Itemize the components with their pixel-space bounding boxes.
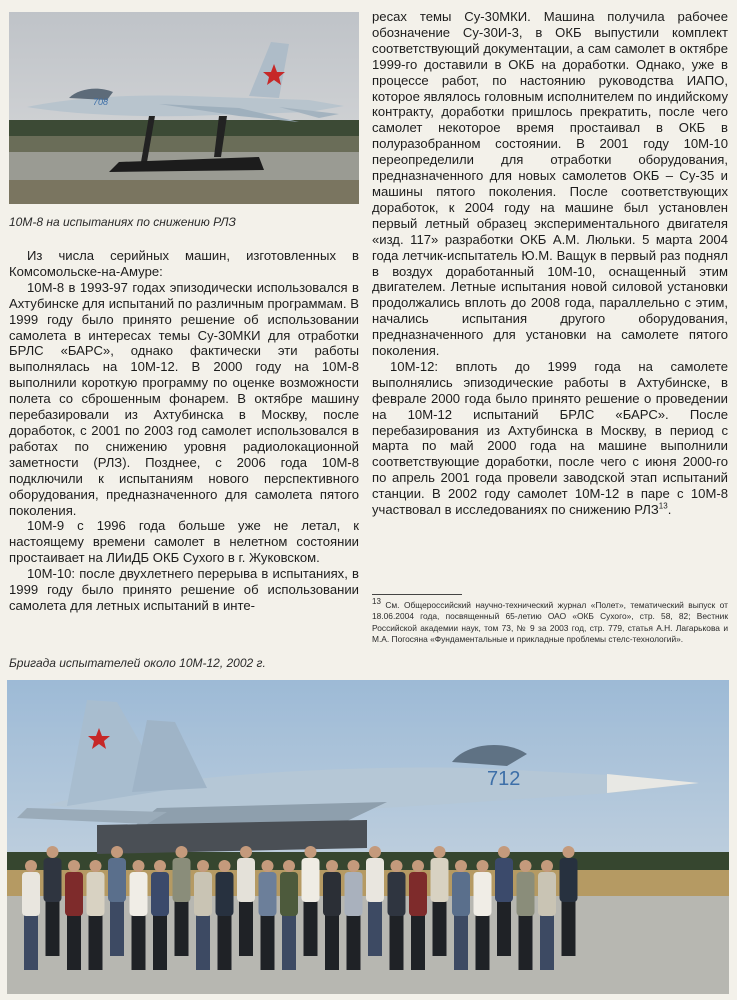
crew-member	[366, 846, 384, 956]
crew-member	[87, 860, 105, 970]
crew-member	[388, 860, 406, 970]
crew-member	[216, 860, 234, 970]
aircraft-photo-top	[9, 12, 359, 204]
photo-caption-bottom: Бригада испытателей около 10М-12, 2002 г.	[9, 656, 266, 670]
crew-member	[130, 860, 148, 970]
footnote-ref: 13	[658, 501, 668, 511]
crew-member	[409, 860, 427, 970]
crew-member	[237, 846, 255, 956]
crew-member	[22, 860, 40, 970]
crew-member	[495, 846, 513, 956]
crew-member	[517, 860, 535, 970]
footnote-text: См. Общероссийский научно-технический журнал «Полет», тематический выпуск от 18.06.2004 года, посвященный 65-летию ОАО «ОКБ Сухого», стр. 58, 82; Вестник Российской академии наук, том 73, № 9 за 2003 год, стр. 779, статья А.Н. Лагарькова и М.А. Погосяна «Фундаментальные и прикладные проблемы стелс-технологий».	[372, 600, 728, 645]
crew-member	[302, 846, 320, 956]
paragraph-10m-9: 10М-9 с 1996 года больше уже не летал, к настоящему времени самолет в нелетном состоянии простаивает на ЛИиДБ ОКБ Сухого в г. Жуковском.	[9, 518, 359, 566]
test-crew-photo	[7, 680, 729, 994]
paragraph-10m-8: 10М-8 в 1993-97 годах эпизодически использовался в Ахтубинске для испытаний по различным программам. В 1999 году было принято решение об использовании самолета в интересах темы Су-30МКИ для отработки БРЛС «БАРС», однако фактически эти работы выполнялась на 10М-12. В 2000 году на 10М-8 выполнили короткую программу по оценке возможности полета со сброшенным фонарем. В октябре машину перебазировали из Ахтубинска в Москву, после доработок, с 2001 по 2003 год самолет использовался в работах по снижению уровня радиолокационной заметности (РЛЗ). Позднее, с 2006 года 10М-8 подключили к испытаниям нового перспективного оборудования, предназначенного для самолета пятого поколения.	[9, 279, 359, 518]
crew-member	[108, 846, 126, 956]
crew-member	[259, 860, 277, 970]
paragraph-10m-12	[372, 359, 728, 518]
crew-member	[431, 846, 449, 956]
crew-member	[452, 860, 470, 970]
paragraph-10m-10-continued: ресах темы Су-30МКИ. Машина получила рабочее обозначение Су-30И-3, в ОКБ выпустили комплект соответствующий документации, а сам самолет в октябре 1999-го доставили в ОКБ на доработки. Однако, уже в процессе работ, по настоянию руководства ИАПО, которое являлось головным исполнителем по индийскому контракту, доработки пришлось прекратить, после чего самолет некоторое время простаивал в ОКБ в полуразобранном состоянии. В 2001 году 10М-10 переопределили для отработки оборудования, предназначенного для новых самолетов ОКБ – Су-35 и машины пятого поколения. После соответствующих доработок, к 2004 году на машине был установлен первый летный образец экспериментального двигателя «изд. 117» разработки ОКБ А.М. Люльки. 5 марта 2004 года летчик-испытатель Ю.М. Ващук в первый раз поднял в воздух доработанный 10М-10, оснащенный этим двигателем. Летные испытания новой силовой установки продолжались вплоть до 2008 года, параллельно с этим, начались испытания другого оборудования, предназначенного для установки на самолете пятого поколения.	[372, 9, 728, 359]
paragraph-10m-10: 10М-10: после двухлетнего перерыва в испытаниях, в 1999 году было принято решение об использовании самолета для летных испытаний в инте-	[9, 566, 359, 613]
crew-member	[173, 846, 191, 956]
crew-member	[151, 860, 169, 970]
paragraph-10m-12-text: 10М-12: вплоть до 1999 года на самолете выполнялись эпизодические работы в Ахтубинске, в феврале 2000 года было принято решение о проведении на 10М-12 испытаний БРЛС «БАРС». После перебазирования из Ахтубинска в Москву, в период с марта по май 2000 года на машине выполнили соответствующие доработки, после чего с июня 2000-го по апрель 2001 года провели заводской этап испытаний станции. В 2002 году самолет 10М-12 в паре с 10М-8 участвовал в исследованиях по снижению РЛЗ	[372, 358, 728, 518]
crew-member	[538, 860, 556, 970]
paragraph-10m-12-end: .	[667, 502, 672, 518]
crew-member	[474, 860, 492, 970]
crew-member	[65, 860, 83, 970]
tail-number-top: 708	[93, 97, 109, 107]
tail-number-bottom: 712	[487, 768, 521, 790]
footnote	[372, 597, 728, 646]
photo-caption-top: 10М-8 на испытаниях по снижению РЛЗ	[9, 215, 236, 229]
crew-member	[560, 846, 578, 956]
crew-member	[44, 846, 62, 956]
article-right-column	[372, 9, 728, 518]
paragraph-intro: Из числа серийных машин, изготовленных в Комсомольске-на-Амуре:	[9, 248, 359, 279]
crew-member	[194, 860, 212, 970]
footnote-divider	[372, 594, 462, 595]
article-left-column	[9, 248, 359, 614]
footnote-number: 13	[372, 597, 381, 607]
crew-member	[345, 860, 363, 970]
crew-member	[280, 860, 298, 970]
crew-member	[323, 860, 341, 970]
